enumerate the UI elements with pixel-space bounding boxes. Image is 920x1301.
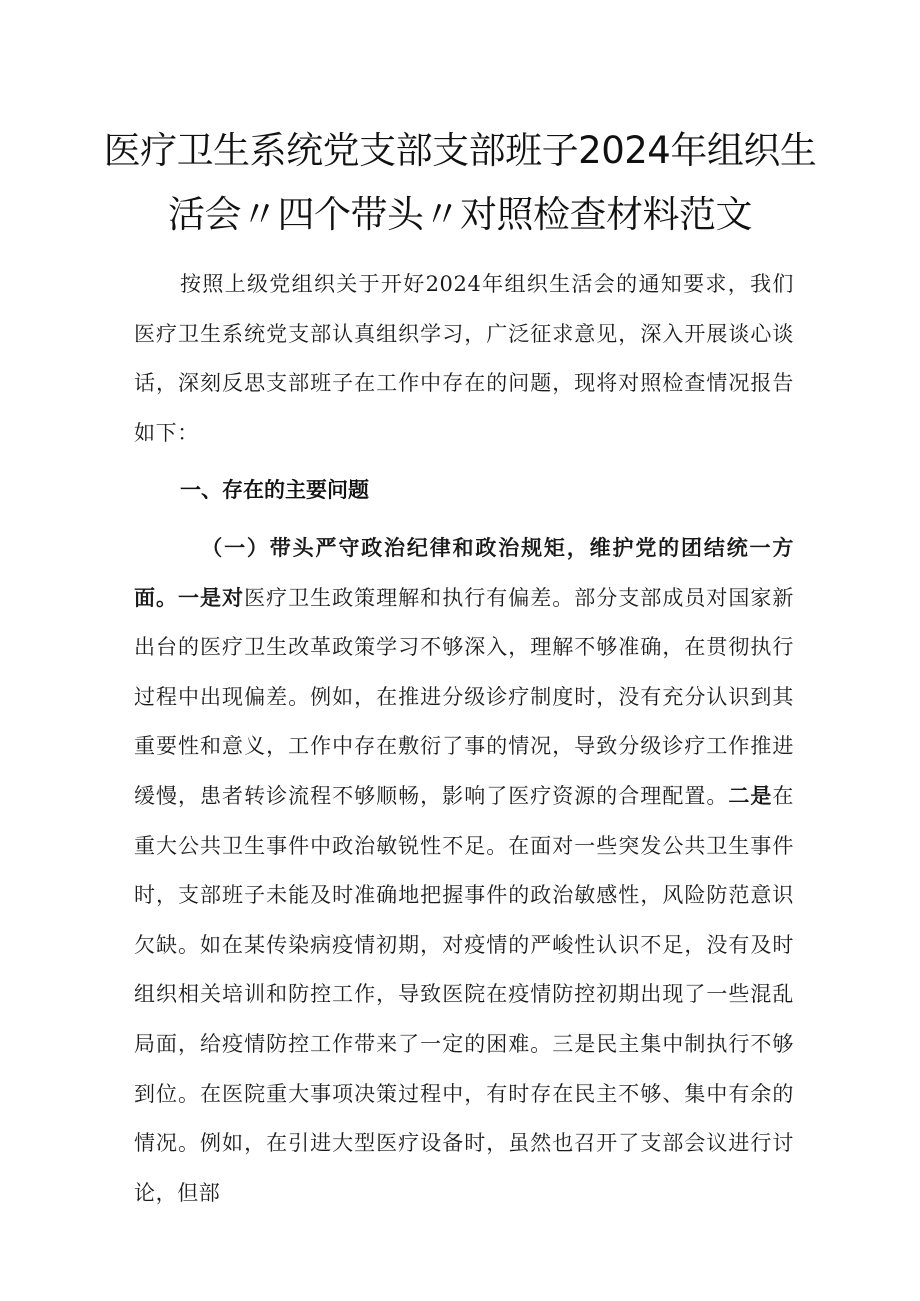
- point-1-label: 一是对: [178, 585, 245, 610]
- main-paragraph: [134, 524, 794, 1218]
- point-2-label: 二是: [728, 783, 773, 808]
- subsection-heading-1: （一）带头严守政治纪律和政治规矩，维护党的团结统一方面。: [134, 536, 794, 610]
- document-title-line-2: 活会〃四个带头〃对照检查材料范文: [168, 193, 752, 236]
- point-2-text: 在重大公共卫生事件中政治敏锐性不足。在面对一些突发公共卫生事件时，支部班子未能及时准确地把握事件的政治敏感性，风险防范意识欠缺。如在某传染病疫情初期，对疫情的严峻性认识不足，没有及时组织相关培训和防控工作，导致医院在疫情防控初期出现了一些混乱局面，给疫情防控工作带来了一定的困难。三是民主集中制执行不够到位。在医院重大事项决策过程中，有时存在民主不够、集中有余的情况。例如，在引进大型医疗设备时，虽然也召开了支部会议进行讨论，但部: [134, 783, 794, 1205]
- intro-paragraph: 按照上级党组织关于开好2024年组织生活会的通知要求，我们医疗卫生系统党支部认真组织学习，广泛征求意见，深入开展谈心谈话，深刻反思支部班子在工作中存在的问题，现将对照检查情况报告如下：: [134, 272, 794, 445]
- point-1-text: 医疗卫生政策理解和执行有偏差。部分支部成员对国家新出台的医疗卫生改革政策学习不够深入，理解不够准确，在贯彻执行过程中出现偏差。例如，在推进分级诊疗制度时，没有充分认识到其重要性和意义，工作中存在敷衍了事的情况，导致分级诊疗工作推进缓慢，患者转诊流程不够顺畅，影响了医疗资源的合理配置。: [134, 585, 794, 808]
- document-title-line-1: 医疗卫生系统党支部支部班子2024年组织生: [103, 129, 817, 172]
- section-heading-1: 一、存在的主要问题: [180, 478, 369, 502]
